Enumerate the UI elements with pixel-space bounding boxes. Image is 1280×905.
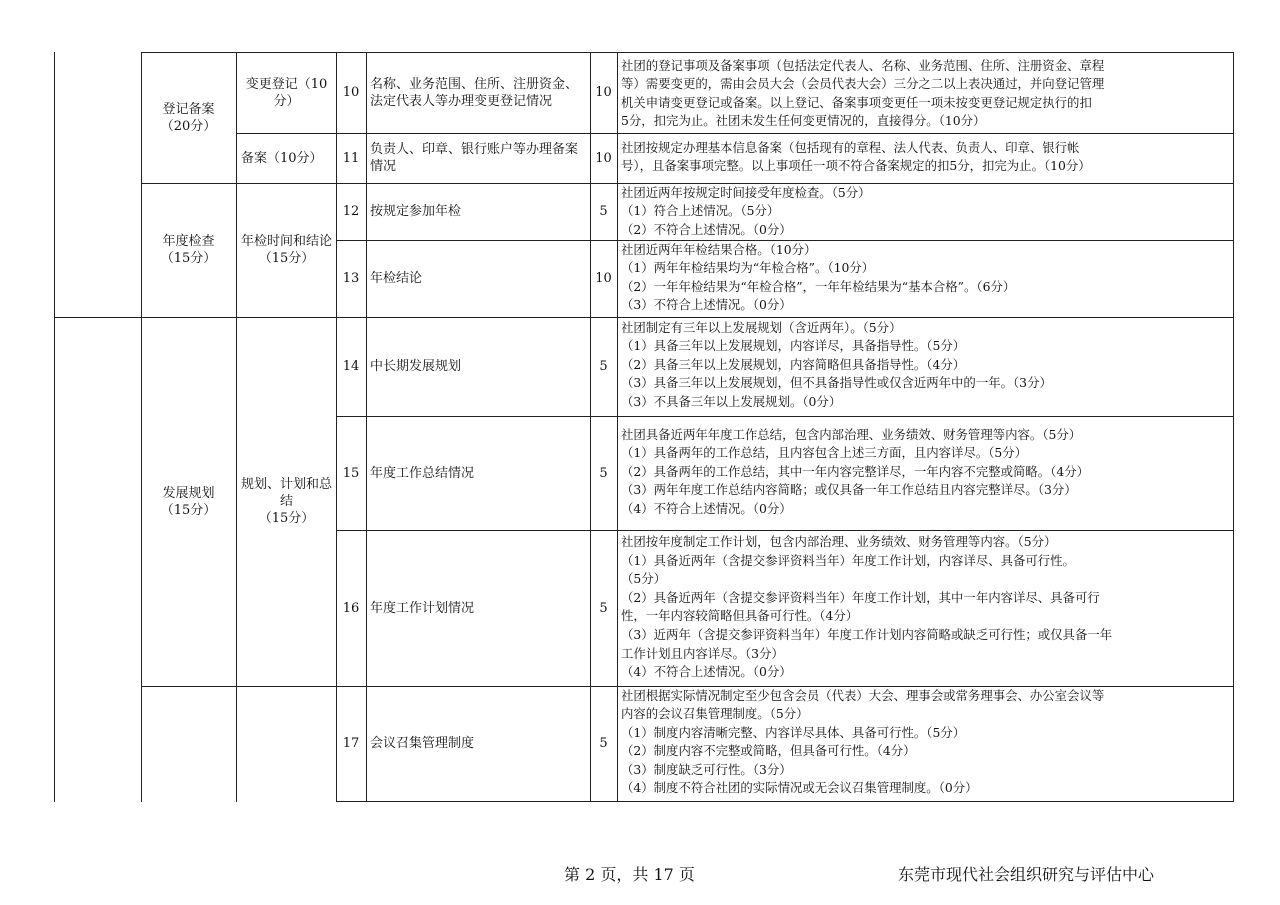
- criteria-line: （2）具备三年以上发展规划，内容简略但具备指导性。（4分）: [621, 356, 966, 372]
- item-cell: 名称、业务范围、住所、注册资金、法定代表人等办理变更登记情况: [370, 76, 579, 109]
- criteria-cell: [617, 52, 1233, 133]
- subcategory-cell: [237, 133, 336, 183]
- page-number: 第 2 页，共 17 页: [564, 865, 695, 884]
- criteria-line: （2）不符合上述情况。（0分）: [621, 221, 792, 237]
- grid-line: [54, 52, 55, 802]
- grid-line: [1233, 52, 1234, 802]
- score-cell: 5: [599, 204, 608, 219]
- criteria-line: 机关申请变更登记或备案。以上登记、备案事项变更任一项未按变更登记规定执行的扣: [621, 94, 1092, 110]
- item-cell: 中长期发展规划: [370, 359, 462, 374]
- grid-line: [336, 801, 1233, 802]
- criteria-line: 社团制定有三年以上发展规划（含近两年）。（5分）: [621, 320, 902, 335]
- category-name: 年度检查: [162, 234, 215, 249]
- category-name: 发展规划: [162, 485, 215, 501]
- criteria-line: （4）制度不符合社团的实际情况或无会议召集管理制度。（0分）: [621, 780, 978, 796]
- category-cell: [141, 52, 236, 183]
- item-cell: 年度工作总结情况: [370, 465, 475, 481]
- criteria-cell: [617, 133, 1233, 183]
- subcategory-label: 变更登记（10分）: [245, 76, 328, 109]
- subcategory-label: 年检时间和结论: [240, 234, 332, 249]
- criteria-line: （4）不符合上述情况。（0分）: [621, 664, 792, 680]
- criteria-line: 社团按年度制定工作计划，包含内部治理、业务绩效、财务管理等内容。（5分）: [621, 534, 1057, 549]
- score-cell: 10: [595, 85, 612, 100]
- score-cell: 10: [595, 150, 612, 166]
- criteria-line: （2）一年年检结果为“年检合格”，一年年检结果为“基本合格”。（6分）: [621, 278, 1016, 294]
- category-name: 登记备案: [162, 101, 215, 117]
- criteria-cell: [617, 686, 1233, 801]
- row-number: 14: [342, 359, 360, 374]
- criteria-line: 工作计划且内容详尽。（3分）: [621, 645, 784, 661]
- row-number: 17: [342, 736, 360, 751]
- criteria-line: 社团近两年年检结果合格。（10分）: [621, 242, 817, 257]
- criteria-cell: [617, 183, 1233, 240]
- subcategory-cell: [237, 317, 336, 686]
- item-cell: 负责人、印章、银行账户等办理备案情况: [370, 142, 579, 174]
- criteria-line: （3）具备三年以上发展规划，但不具备指导性或仅含近两年中的一年。（3分）: [621, 375, 1052, 391]
- row-number: 13: [342, 271, 360, 286]
- criteria-line: 号），且备案事项完整。以上事项任一项不符合备案规定的扣5分，扣完为止。（10分）: [621, 158, 1091, 174]
- subcategory-score: （15分）: [258, 511, 315, 526]
- criteria-line: 社团具备近两年年度工作总结，包含内部治理、业务绩效、财务管理等内容。（5分）: [621, 427, 1082, 442]
- category-score: （20分）: [160, 118, 217, 134]
- score-cell: 5: [599, 736, 608, 751]
- subcategory-cell: [237, 52, 336, 133]
- row-number: 10: [342, 85, 360, 100]
- criteria-line: （2）具备两年的工作总结，其中一年内容完整详尽，一年内容不完整或简略。（4分）: [621, 463, 1090, 479]
- criteria-line: （1）具备三年以上发展规划，内容详尽，具备指导性。（5分）: [621, 338, 966, 354]
- criteria-line: （4）不符合上述情况。（0分）: [621, 500, 792, 516]
- criteria-cell: [617, 416, 1233, 530]
- criteria-line: （1）具备两年的工作总结，且内容包含上述三方面，且内容详尽。（5分）: [621, 445, 1028, 461]
- criteria-line: （3）近两年（含提交参评资料当年）年度工作计划内容简略或缺乏可行性；或仅具备一年: [621, 626, 1113, 642]
- criteria-line: 社团根据实际情况制定至少包含会员（代表）大会、理事会或常务理事会、办公室会议等: [621, 688, 1105, 703]
- category-score: （15分）: [160, 251, 217, 266]
- organization-name: 东莞市现代社会组织研究与评估中心: [898, 865, 1155, 884]
- criteria-line: （2）制度内容不完整或简略，但具备可行性。（4分）: [621, 743, 916, 759]
- criteria-cell: [617, 240, 1233, 317]
- row-number: 11: [342, 150, 360, 166]
- subcategory-score: （15分）: [258, 251, 315, 266]
- criteria-line: （3）不具备三年以上发展规划。（0分）: [621, 393, 842, 409]
- item-cell: 年检结论: [370, 271, 423, 286]
- row-number: 15: [342, 465, 360, 481]
- criteria-line: （5分）: [621, 571, 667, 587]
- criteria-line: 社团的登记事项及备案事项（包括法定代表人、名称、业务范围、住所、注册资金、章程: [621, 58, 1105, 73]
- subcategory-label: 规划、计划和总结: [240, 477, 332, 509]
- subcategory-cell: [237, 183, 336, 317]
- criteria-line: 内容的会议召集管理制度。（5分）: [621, 706, 809, 722]
- score-cell: 10: [595, 271, 612, 286]
- criteria-line: 社团按规定办理基本信息备案（包括现有的章程、法人代表、负责人、印章、银行帐: [621, 140, 1080, 155]
- row-number: 16: [342, 600, 360, 616]
- score-cell: 5: [599, 359, 608, 374]
- criteria-line: （3）不符合上述情况。（0分）: [621, 297, 792, 313]
- criteria-line: （1）制度内容清晰完整、内容详尽具体、具备可行性。（5分）: [621, 724, 966, 740]
- criteria-line: 性，一年内容较简略但具备可行性。（4分）: [621, 608, 859, 624]
- category-cell: [141, 183, 236, 317]
- score-cell: 5: [599, 465, 608, 481]
- item-cell: 按规定参加年检: [370, 204, 462, 219]
- subcategory-label: 备案（10分）: [241, 150, 323, 166]
- criteria-cell: [617, 530, 1233, 686]
- criteria-line: （1）两年年检结果均为“年检合格”。（10分）: [621, 260, 875, 276]
- category-score: （15分）: [160, 502, 217, 518]
- item-cell: 年度工作计划情况: [370, 600, 475, 616]
- criteria-line: 社团近两年按规定时间接受年度检查。（5分）: [621, 185, 871, 200]
- item-cell: 会议召集管理制度: [370, 736, 475, 751]
- score-cell: 5: [599, 600, 608, 616]
- criteria-cell: [617, 317, 1233, 416]
- criteria-line: （3）制度缺乏可行性。（3分）: [621, 761, 792, 777]
- criteria-line: （1）符合上述情况。（5分）: [621, 203, 780, 219]
- row-number: 12: [342, 204, 360, 219]
- criteria-line: （2）具备近两年（含提交参评资料当年）年度工作计划，其中一年内容详尽、具备可行: [621, 589, 1100, 605]
- criteria-line: （1）具备近两年（含提交参评资料当年）年度工作计划，内容详尽、具备可行性。: [621, 552, 1075, 568]
- category-cell: [141, 317, 236, 686]
- criteria-line: （3）两年年度工作总结内容简略；或仅具备一年工作总结且内容完整详尽。（3分）: [621, 482, 1077, 498]
- criteria-line: 5分，扣完为止。社团未发生任何变更情况的，直接得分。（10分）: [621, 113, 986, 129]
- criteria-line: 等）需要变更的，需由会员大会（会员代表大会）三分之二以上表决通过，并向登记管理: [621, 76, 1105, 92]
